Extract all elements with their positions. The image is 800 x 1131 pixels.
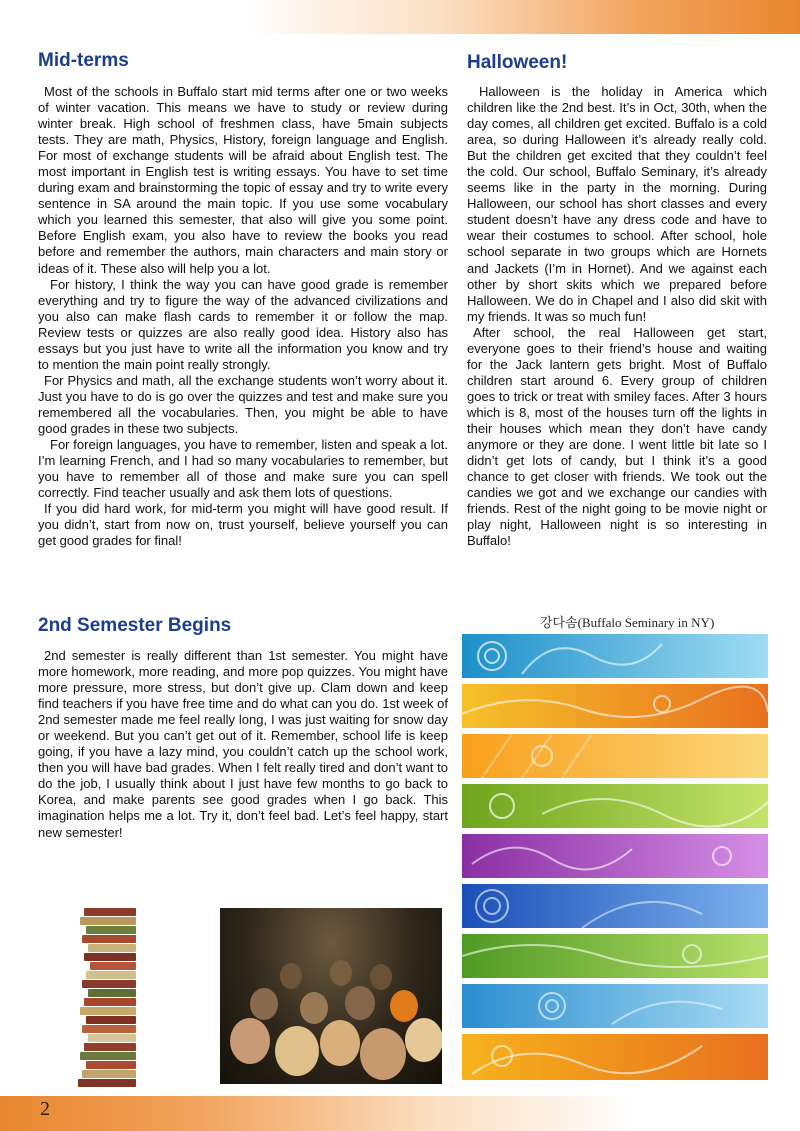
banner-strip-green xyxy=(462,784,768,828)
banner-strip-sunset xyxy=(462,1034,768,1080)
author-byline: 강다솜(Buffalo Seminary in NY) xyxy=(540,615,715,630)
midterms-title: Mid-terms xyxy=(38,50,129,71)
students-photo xyxy=(220,908,442,1084)
semester-title: 2nd Semester Begins xyxy=(38,615,232,636)
midterms-paragraph: For foreign languages, you have to remember, listen and speak a lot. I’m learning French, and I had so many vocabularies to remember, but you have to remember all of those and make sure you can spell correctly. Find teacher usually and ask them lots of questions. xyxy=(38,437,448,501)
halloween-title: Halloween! xyxy=(467,52,568,73)
midterms-paragraph: For history, I think the way you can have good grade is remember everything and try to figure the way of the advanced civilizations and you also can make flash cards to remember it or follow the map. Review tests or quizzes are also really good idea. History also has essays but you just have to write all the information you know and try to mention the main point really strongly. xyxy=(38,276,448,372)
midterms-paragraph: Most of the schools in Buffalo start mid terms after one or two weeks of winter vacation. This means we have to study or review during winter break. High school of freshmen class, have 5main subjects tests. They are math, Physics, History, foreign language and English. For most of exchange students will be afraid about English test. The most important in English test is writing essays. You have to set time during exam and brainstorming the topic of essay and try to write every sentence in SA around the main topic. If you use some vocabulary which you learned this semester, that also will give you some point. Before English exam, you also have to review the books you read before and remember the authors, main characters and main story or ideas of it. These also will help you a lot. xyxy=(38,84,448,276)
banner-strip-orange xyxy=(462,684,768,728)
top-decorative-bar xyxy=(0,0,800,34)
banner-strip-blue xyxy=(462,884,768,928)
semester-paragraph: 2nd semester is really different than 1st semester. You might have more homework, more reading, and more pop quizzes. You might have more pressure, more stress, but don’t give up. Clam down and keep find teachers if you have free time and do what can you do. 1st week of 2nd semester made me feel really long, I was just waiting for snow day or weekend. But you can’t get out of it. Remember, school life is keep going, if you have a lazy mind, you couldn’t catch up the school work, then you will have bad grades. When I felt really tired and don’t want to do the job, I usually think about I just have few months to go back to Korea, and make parents see good grades when I go back. This imagination helps me a lot. Try it, don’t feel bad. Let’s feel happy, start new semester! xyxy=(38,648,448,840)
halloween-paragraph: Halloween is the holiday in America which children like the 2nd best. It’s in Oct, 30th, when the day comes, all children get excited. Buffalo is a cold area, so during Halloween it’s already really cold. But the children get excited that they couldn’t feel the cold. Our school, Buffalo Seminary, it’s already seems like in the party in the morning. During Halloween, our school has short classes and every student doesn’t have any dress code and have to wear their costumes to school. After school, hole school separate in two groups which are Hornets and Jackets (I’m in Hornet). And we against each other by short skits which we prepared before Halloween. We do in Chapel and I also did skit with my friends. It was so much fun! xyxy=(467,84,767,324)
semester-body xyxy=(38,648,448,841)
page-number: 2 xyxy=(40,1098,50,1120)
stack-of-books-image xyxy=(70,908,160,1088)
banner-strip-amber xyxy=(462,734,768,778)
banner-strip-purple xyxy=(462,834,768,878)
banner-strip-lime xyxy=(462,934,768,978)
halloween-paragraph: After school, the real Halloween get start, everyone goes to their friend’s house and waiting for the Jack lantern gets bright. Most of Buffalo children start around 6. Every group of children goes to trick or treat with smiley faces. After 3 hours which is 8, most of the houses turn off the lights in their houses which mean they don’t have candy anymore or they are done. I went little bit late so I didn’t get lots of candy, but I think it’s a good chance to get closer with friends. We took out the candies we got and we exchange our candies with friends. Rest of the night going to be movie night or play night, Halloween night is so interesting in Buffalo! xyxy=(467,324,767,549)
bottom-decorative-bar xyxy=(0,1096,800,1131)
decorative-banner-strips xyxy=(462,634,768,1084)
banner-strip-sky xyxy=(462,984,768,1028)
midterms-paragraph: For Physics and math, all the exchange students won’t worry about it. Just you have to do is go over the quizzes and test and make sure you remembered all the vocabularies. Then, you might be able to have good grades in these two subjects. xyxy=(38,372,448,436)
midterms-paragraph: If you did hard work, for mid-term you might will have good result. If you didn’t, start from now on, trust yourself, believe yourself you can get good grades for final! xyxy=(38,501,448,549)
midterms-body xyxy=(38,84,448,549)
halloween-body xyxy=(467,84,767,549)
banner-strip-cyan xyxy=(462,634,768,678)
